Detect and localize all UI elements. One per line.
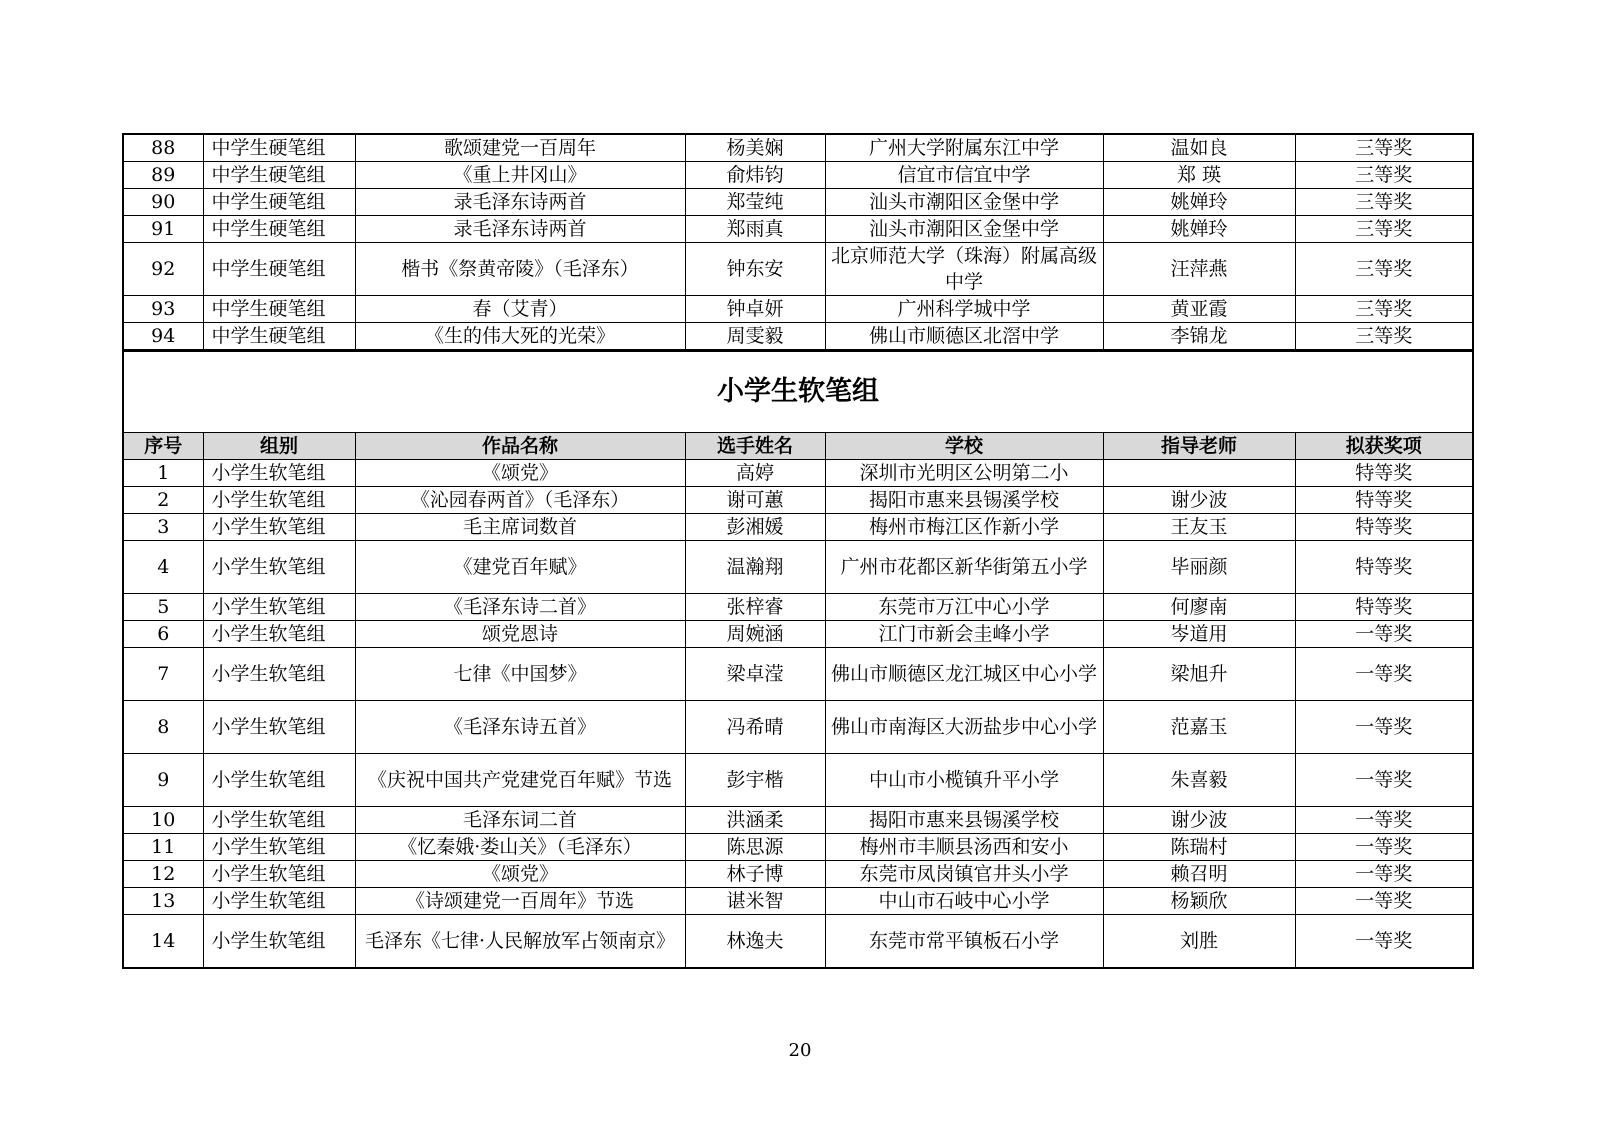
cell-school: 汕头市潮阳区金堡中学 — [825, 216, 1103, 243]
cell-name: 陈思源 — [685, 834, 825, 861]
cell-school: 揭阳市惠来县锡溪学校 — [825, 807, 1103, 834]
cell-teacher: 姚婵玲 — [1103, 216, 1295, 243]
cell-teacher: 杨颖欣 — [1103, 888, 1295, 915]
cell-group: 中学生硬笔组 — [203, 189, 355, 216]
cell-group: 小学生软笔组 — [203, 807, 355, 834]
cell-no: 1 — [123, 460, 203, 487]
cell-award: 三等奖 — [1295, 243, 1473, 296]
cell-no: 91 — [123, 216, 203, 243]
table-row — [123, 162, 1473, 189]
cell-group: 中学生硬笔组 — [203, 243, 355, 296]
cell-work: 录毛泽东诗两首 — [355, 189, 685, 216]
cell-no: 11 — [123, 834, 203, 861]
cell-group: 小学生软笔组 — [203, 541, 355, 594]
cell-name: 钟卓妍 — [685, 296, 825, 323]
cell-award: 一等奖 — [1295, 915, 1473, 969]
cell-name: 洪涵柔 — [685, 807, 825, 834]
cell-school: 江门市新会圭峰小学 — [825, 621, 1103, 648]
table-row — [123, 648, 1473, 701]
cell-school: 东莞市凤岗镇官井头小学 — [825, 861, 1103, 888]
cell-work: 《建党百年赋》 — [355, 541, 685, 594]
cell-group: 小学生软笔组 — [203, 701, 355, 754]
cell-name: 梁卓滢 — [685, 648, 825, 701]
cell-group: 中学生硬笔组 — [203, 162, 355, 189]
cell-no: 10 — [123, 807, 203, 834]
cell-work: 颂党恩诗 — [355, 621, 685, 648]
header-school: 学校 — [825, 433, 1103, 460]
cell-school: 东莞市常平镇板石小学 — [825, 915, 1103, 969]
cell-group: 中学生硬笔组 — [203, 323, 355, 351]
cell-work: 七律《中国梦》 — [355, 648, 685, 701]
cell-school: 中山市小榄镇升平小学 — [825, 754, 1103, 807]
table-row — [123, 460, 1473, 487]
cell-school: 佛山市南海区大沥盐步中心小学 — [825, 701, 1103, 754]
cell-name: 林逸夫 — [685, 915, 825, 969]
cell-work: 《颂党》 — [355, 861, 685, 888]
cell-name: 俞炜钧 — [685, 162, 825, 189]
cell-school: 佛山市顺德区北滘中学 — [825, 323, 1103, 351]
cell-work: 《沁园春两首》（毛泽东） — [355, 487, 685, 514]
cell-work: 《庆祝中国共产党建党百年赋》节选 — [355, 754, 685, 807]
table-row — [123, 514, 1473, 541]
cell-teacher: 汪萍燕 — [1103, 243, 1295, 296]
cell-no: 9 — [123, 754, 203, 807]
table-row — [123, 861, 1473, 888]
cell-school: 揭阳市惠来县锡溪学校 — [825, 487, 1103, 514]
cell-group: 中学生硬笔组 — [203, 216, 355, 243]
cell-award: 特等奖 — [1295, 514, 1473, 541]
cell-no: 92 — [123, 243, 203, 296]
cell-work: 毛主席词数首 — [355, 514, 685, 541]
cell-group: 小学生软笔组 — [203, 594, 355, 621]
section-title-row — [123, 351, 1473, 433]
header-no: 序号 — [123, 433, 203, 460]
cell-award: 三等奖 — [1295, 162, 1473, 189]
cell-school: 北京师范大学（珠海）附属高级中学 — [825, 243, 1103, 296]
cell-work: 春（艾青） — [355, 296, 685, 323]
cell-award: 三等奖 — [1295, 296, 1473, 323]
cell-award: 特等奖 — [1295, 594, 1473, 621]
cell-teacher: 岑道用 — [1103, 621, 1295, 648]
cell-teacher: 黄亚霞 — [1103, 296, 1295, 323]
cell-award: 三等奖 — [1295, 134, 1473, 162]
cell-work: 毛泽东词二首 — [355, 807, 685, 834]
table-row — [123, 594, 1473, 621]
award-table — [122, 133, 1474, 969]
cell-name: 谢可蕙 — [685, 487, 825, 514]
cell-work: 《诗颂建党一百周年》节选 — [355, 888, 685, 915]
cell-group: 小学生软笔组 — [203, 915, 355, 969]
page-number: 20 — [788, 1040, 812, 1061]
header-teacher: 指导老师 — [1103, 433, 1295, 460]
table-row — [123, 189, 1473, 216]
cell-school: 佛山市顺德区龙江城区中心小学 — [825, 648, 1103, 701]
cell-school: 广州大学附属东江中学 — [825, 134, 1103, 162]
cell-school: 广州科学城中学 — [825, 296, 1103, 323]
section-title: 小学生软笔组 — [123, 351, 1473, 433]
cell-no: 5 — [123, 594, 203, 621]
cell-school: 汕头市潮阳区金堡中学 — [825, 189, 1103, 216]
cell-group: 中学生硬笔组 — [203, 134, 355, 162]
cell-no: 6 — [123, 621, 203, 648]
cell-teacher: 温如良 — [1103, 134, 1295, 162]
cell-no: 89 — [123, 162, 203, 189]
cell-school: 广州市花都区新华街第五小学 — [825, 541, 1103, 594]
cell-name: 郑雨真 — [685, 216, 825, 243]
cell-teacher: 谢少波 — [1103, 807, 1295, 834]
cell-award: 三等奖 — [1295, 189, 1473, 216]
cell-name: 高婷 — [685, 460, 825, 487]
top-rows — [123, 134, 1473, 351]
cell-name: 林子博 — [685, 861, 825, 888]
cell-work: 《生的伟大死的光荣》 — [355, 323, 685, 351]
table-row — [123, 834, 1473, 861]
cell-award: 一等奖 — [1295, 861, 1473, 888]
cell-name: 温瀚翔 — [685, 541, 825, 594]
cell-no: 13 — [123, 888, 203, 915]
cell-no: 94 — [123, 323, 203, 351]
cell-award: 三等奖 — [1295, 216, 1473, 243]
cell-award: 一等奖 — [1295, 754, 1473, 807]
cell-award: 特等奖 — [1295, 460, 1473, 487]
cell-work: 录毛泽东诗两首 — [355, 216, 685, 243]
cell-name: 冯希晴 — [685, 701, 825, 754]
cell-teacher: 何廖南 — [1103, 594, 1295, 621]
cell-teacher: 毕丽颜 — [1103, 541, 1295, 594]
cell-award: 特等奖 — [1295, 487, 1473, 514]
cell-no: 3 — [123, 514, 203, 541]
header-award: 拟获奖项 — [1295, 433, 1473, 460]
table-row — [123, 621, 1473, 648]
table-row — [123, 701, 1473, 754]
cell-award: 特等奖 — [1295, 541, 1473, 594]
cell-teacher: 陈瑞村 — [1103, 834, 1295, 861]
cell-group: 小学生软笔组 — [203, 861, 355, 888]
cell-group: 小学生软笔组 — [203, 487, 355, 514]
cell-no: 12 — [123, 861, 203, 888]
cell-school: 东莞市万江中心小学 — [825, 594, 1103, 621]
cell-work: 《忆秦娥·娄山关》（毛泽东） — [355, 834, 685, 861]
header-row — [123, 433, 1473, 460]
table-row — [123, 487, 1473, 514]
cell-name: 彭宇楷 — [685, 754, 825, 807]
cell-no: 90 — [123, 189, 203, 216]
main-rows — [123, 460, 1473, 969]
cell-name: 杨美娴 — [685, 134, 825, 162]
cell-work: 毛泽东《七律·人民解放军占领南京》 — [355, 915, 685, 969]
cell-group: 小学生软笔组 — [203, 834, 355, 861]
cell-no: 7 — [123, 648, 203, 701]
cell-teacher: 梁旭升 — [1103, 648, 1295, 701]
award-table-page — [122, 133, 1472, 969]
cell-award: 一等奖 — [1295, 621, 1473, 648]
table-row — [123, 807, 1473, 834]
cell-school: 信宜市信宜中学 — [825, 162, 1103, 189]
cell-school: 梅州市梅江区作新小学 — [825, 514, 1103, 541]
cell-work: 歌颂建党一百周年 — [355, 134, 685, 162]
cell-work: 《重上井冈山》 — [355, 162, 685, 189]
cell-group: 中学生硬笔组 — [203, 296, 355, 323]
table-row — [123, 323, 1473, 351]
header-work: 作品名称 — [355, 433, 685, 460]
cell-no: 4 — [123, 541, 203, 594]
table-row — [123, 296, 1473, 323]
cell-award: 一等奖 — [1295, 834, 1473, 861]
header-group: 组别 — [203, 433, 355, 460]
cell-award: 一等奖 — [1295, 807, 1473, 834]
cell-teacher: 刘胜 — [1103, 915, 1295, 969]
cell-group: 小学生软笔组 — [203, 514, 355, 541]
cell-name: 彭湘媛 — [685, 514, 825, 541]
table-row — [123, 134, 1473, 162]
table-row — [123, 888, 1473, 915]
cell-teacher: 朱喜毅 — [1103, 754, 1295, 807]
cell-teacher: 范嘉玉 — [1103, 701, 1295, 754]
cell-name: 张梓睿 — [685, 594, 825, 621]
cell-teacher: 王友玉 — [1103, 514, 1295, 541]
cell-no: 2 — [123, 487, 203, 514]
cell-award: 一等奖 — [1295, 701, 1473, 754]
cell-school: 中山市石岐中心小学 — [825, 888, 1103, 915]
cell-group: 小学生软笔组 — [203, 621, 355, 648]
cell-name: 周婉涵 — [685, 621, 825, 648]
cell-work: 楷书《祭黄帝陵》（毛泽东） — [355, 243, 685, 296]
cell-name: 钟东安 — [685, 243, 825, 296]
cell-work: 《毛泽东诗五首》 — [355, 701, 685, 754]
header-name: 选手姓名 — [685, 433, 825, 460]
cell-no: 93 — [123, 296, 203, 323]
table-row — [123, 216, 1473, 243]
cell-teacher: 姚婵玲 — [1103, 189, 1295, 216]
cell-award: 三等奖 — [1295, 323, 1473, 351]
cell-work: 《颂党》 — [355, 460, 685, 487]
cell-no: 14 — [123, 915, 203, 969]
cell-group: 小学生软笔组 — [203, 754, 355, 807]
cell-teacher: 李锦龙 — [1103, 323, 1295, 351]
cell-group: 小学生软笔组 — [203, 888, 355, 915]
cell-award: 一等奖 — [1295, 648, 1473, 701]
table-row — [123, 915, 1473, 969]
cell-school: 梅州市丰顺县汤西和安小 — [825, 834, 1103, 861]
cell-work: 《毛泽东诗二首》 — [355, 594, 685, 621]
cell-group: 小学生软笔组 — [203, 648, 355, 701]
cell-name: 谌米智 — [685, 888, 825, 915]
table-row — [123, 541, 1473, 594]
cell-no: 88 — [123, 134, 203, 162]
cell-award: 一等奖 — [1295, 888, 1473, 915]
cell-group: 小学生软笔组 — [203, 460, 355, 487]
cell-name: 郑莹纯 — [685, 189, 825, 216]
cell-teacher: 郑 瑛 — [1103, 162, 1295, 189]
table-row — [123, 754, 1473, 807]
table-row — [123, 243, 1473, 296]
cell-teacher: 赖召明 — [1103, 861, 1295, 888]
cell-school: 深圳市光明区公明第二小 — [825, 460, 1103, 487]
cell-teacher — [1103, 460, 1295, 487]
cell-teacher: 谢少波 — [1103, 487, 1295, 514]
cell-no: 8 — [123, 701, 203, 754]
cell-name: 周雯毅 — [685, 323, 825, 351]
